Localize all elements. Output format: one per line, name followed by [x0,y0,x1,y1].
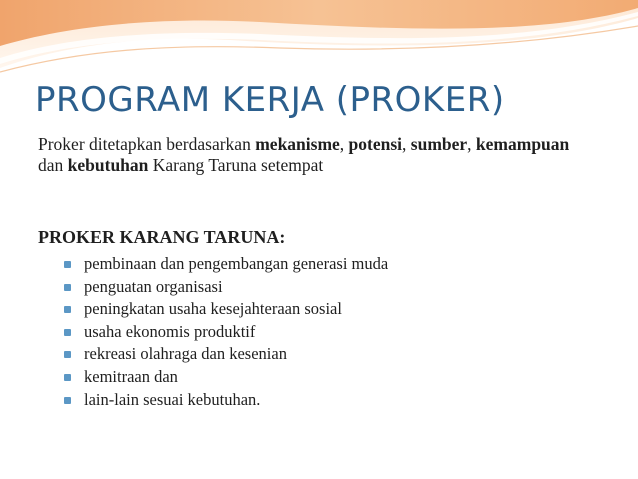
square-bullet-icon [64,374,71,381]
list-item [64,321,388,344]
list-item [64,366,388,389]
list-item [64,253,388,276]
square-bullet-icon [64,397,71,404]
proker-subheading: PROKER KARANG TARUNA: [38,227,286,247]
intro-paragraph: Proker ditetapkan berdasarkan mekanisme, potensi, sumber, kemampuan dan kebutuhan Karang Taruna setempat [38,134,570,175]
square-bullet-icon [64,306,71,313]
square-bullet-icon [64,351,71,358]
list-item-text: penguatan organisasi [84,276,223,296]
list-item-text: usaha ekonomis produktif [84,321,256,341]
list-item-text: lain-lain sesuai kebutuhan. [84,389,261,409]
square-bullet-icon [64,284,71,291]
list-item-text: pembinaan dan pengembangan generasi muda [84,254,389,273]
list-item-text: peningkatan usaha kesejahteraan sosial [84,299,342,319]
decorative-wave-header [0,0,638,80]
square-bullet-icon [64,261,71,268]
slide-title: PROGRAM KERJA (PROKER) [35,80,505,120]
list-item-text: rekreasi olahraga dan kesenian [84,344,287,364]
list-item [64,298,388,321]
list-item [64,389,388,412]
square-bullet-icon [64,329,71,336]
list-item [64,276,388,299]
list-item-text: kemitraan dan [84,366,178,386]
proker-list [64,253,388,411]
list-item [64,343,388,366]
